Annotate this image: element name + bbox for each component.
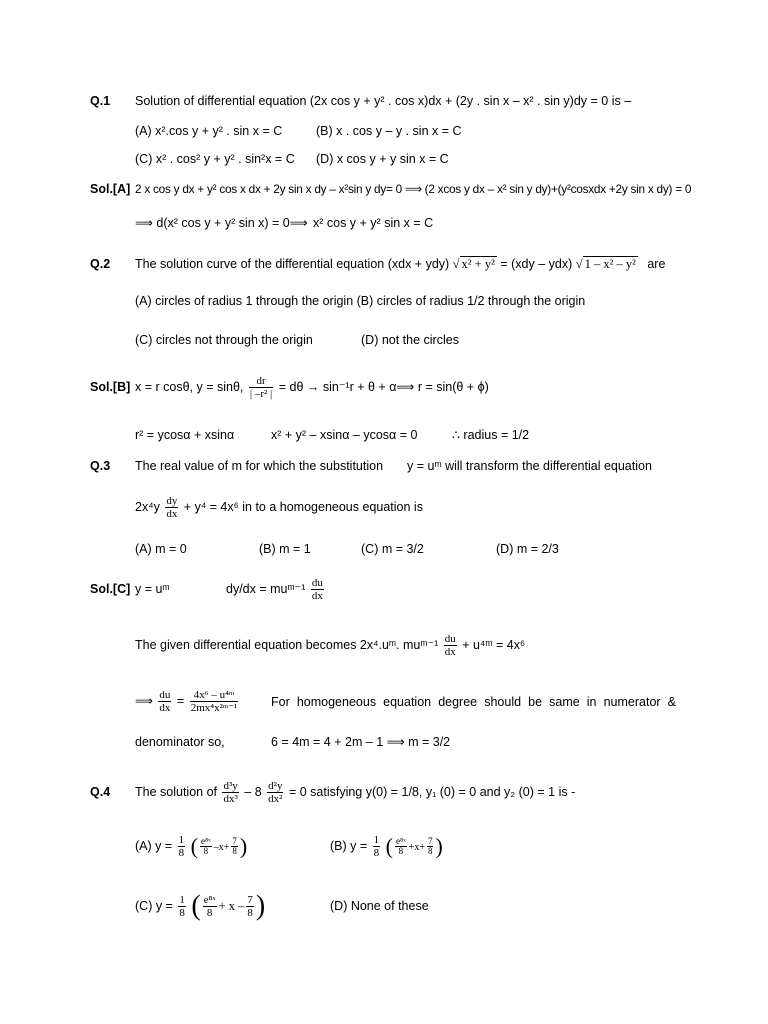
denominator: 8	[178, 847, 185, 860]
solution-label: Sol.[C]	[90, 582, 131, 596]
numerator: 7	[427, 836, 433, 847]
numerator: e⁸ˣ	[203, 894, 216, 907]
fraction	[267, 780, 283, 805]
denominator: dx²	[268, 793, 283, 806]
fraction	[203, 894, 217, 919]
option-c: (C) x² . cos² y + y² . sin²x = C	[135, 152, 295, 166]
solution-text: denominator so,	[135, 735, 225, 749]
option-b: (B) x . cos y – y . sin x = C	[316, 124, 462, 138]
solution-text: The given differential equation becomes 2x⁴.uᵐ. muᵐ⁻¹	[135, 638, 439, 652]
solution-label: Sol.[A]	[90, 182, 131, 196]
square-root-expression: √ 1 – x² – y²	[575, 257, 636, 271]
numerator: 1	[373, 834, 380, 847]
numerator: du	[311, 577, 323, 590]
fraction	[222, 780, 238, 805]
solution-line	[226, 574, 326, 604]
option-c	[135, 886, 265, 926]
option-label: (B) y =	[330, 839, 368, 853]
fraction	[190, 689, 239, 714]
numerator: e⁸ˣ	[200, 836, 211, 847]
right-paren: )	[435, 833, 443, 859]
stem-text: The solution curve of the differential equation (xdx + ydy)	[135, 257, 450, 271]
numerator: 7	[247, 894, 253, 907]
fraction	[178, 894, 186, 919]
option-d: (D) None of these	[330, 899, 429, 913]
solution-text: = dθ → sin⁻¹r + θ + α⟹ r = sin(θ + ϕ)	[278, 380, 489, 394]
fraction	[311, 577, 324, 602]
fraction	[200, 837, 212, 856]
solution-result: ∴ radius = 1/2	[452, 428, 530, 442]
question-equation	[135, 492, 423, 522]
denominator: dx³	[223, 793, 238, 806]
numerator: 7	[232, 836, 237, 847]
denominator: | –r² |	[249, 388, 273, 401]
fraction	[246, 894, 254, 919]
question-label: Q.4	[90, 785, 111, 799]
solution-line: r² = ycosα + xsinα	[135, 428, 235, 442]
fraction	[165, 495, 178, 520]
stem-text: = (xdy – ydx)	[500, 257, 573, 271]
solution-line	[135, 630, 525, 660]
fraction	[249, 375, 273, 400]
denominator: dx	[444, 646, 456, 659]
operator: + x –	[218, 899, 245, 913]
operator: +x+	[408, 842, 425, 853]
denominator: 8	[373, 847, 380, 860]
option-b	[330, 826, 443, 868]
numerator: e⁸ˣ	[395, 836, 406, 847]
stem-text: – 8	[244, 785, 262, 799]
numerator: 1	[179, 894, 185, 907]
solution-text: + u⁴ᵐ = 4x⁶	[462, 638, 526, 652]
denominator: dx	[166, 508, 178, 521]
fraction	[373, 834, 381, 859]
operator: –x+	[213, 842, 230, 853]
numerator: 1	[178, 834, 185, 847]
solution-line: 2 x cos y dx + y² cos x dx + 2y sin x dy – x²sin y dy= 0 ⟹ (2 xcos y dx – x² sin y dy)+(y²cosxdx +2y sin x dy) = 0	[135, 182, 692, 196]
denominator: 8	[179, 907, 185, 920]
option-a: (A) m = 0	[135, 542, 187, 556]
numerator: d³y	[223, 780, 238, 793]
equation-text: + y⁴ = 4x⁶ in to a homogeneous equation is	[183, 500, 423, 514]
numerator: dy	[166, 495, 178, 508]
left-paren: (	[191, 890, 201, 922]
solution-line: y = uᵐ	[135, 582, 170, 596]
option-d: (D) m = 2/3	[496, 542, 559, 556]
denominator: 8	[398, 846, 404, 857]
question-label: Q.1	[90, 94, 111, 108]
numerator: 4x⁶ – u⁴ᵐ	[190, 689, 239, 702]
denominator: 8	[232, 846, 237, 857]
option-a-b: (A) circles of radius 1 through the origin (B) circles of radius 1/2 through the origin	[135, 294, 586, 308]
question-label: Q.2	[90, 257, 111, 271]
solution-label: Sol.[B]	[90, 380, 131, 394]
question-stem: y = uᵐ will transform the differential equation	[407, 459, 652, 473]
numerator: dr	[249, 375, 273, 388]
right-paren: )	[255, 890, 266, 922]
numerator: du	[159, 689, 171, 702]
fraction	[444, 633, 457, 658]
question-label: Q.3	[90, 459, 111, 473]
question-stem: Solution of differential equation (2x cos y + y² . cos x)dx + (2y . sin x – x² . sin y)dy = 0 is –	[135, 94, 632, 108]
fraction	[178, 834, 186, 859]
equation-text: 2x⁴y	[135, 500, 160, 514]
denominator: 8	[427, 846, 433, 857]
solution-text: For homogeneous equation degree should be same in numerator &	[271, 695, 676, 709]
option-a: (A) x².cos y + y² . sin x = C	[135, 124, 283, 138]
denominator: 8	[206, 907, 213, 920]
solution-line: ⟹ d(x² cos y + y² sin x) = 0⟹	[135, 216, 308, 230]
radicand: 1 – x² – y²	[584, 257, 636, 271]
denominator: 8	[203, 846, 209, 857]
option-label: (C) y =	[135, 899, 173, 913]
solution-text: dy/dx = muᵐ⁻¹	[226, 582, 306, 596]
denominator: 2mx⁴x²ᵐ⁻¹	[190, 702, 238, 715]
denominator: 8	[247, 907, 253, 920]
right-paren: )	[239, 833, 248, 859]
numerator: d²y	[268, 780, 283, 793]
option-c: (C) m = 3/2	[361, 542, 424, 556]
numerator: du	[444, 633, 456, 646]
question-stem	[135, 256, 665, 272]
option-d: (D) not the circles	[361, 333, 459, 347]
radicand: x² + y²	[461, 257, 495, 271]
option-c: (C) circles not through the origin	[135, 333, 313, 347]
fraction	[395, 837, 407, 856]
denominator: dx	[159, 702, 171, 715]
fraction	[158, 689, 171, 714]
solution-result: x² cos y + y² sin x = C	[313, 216, 434, 230]
stem-text: = 0 satisfying y(0) = 1/8, y₁ (0) = 0 and y₂ (0) = 1 is -	[288, 785, 576, 799]
question-stem: The real value of m for which the substitution	[135, 459, 384, 473]
solution-text: x = r cosθ, y = sinθ,	[135, 380, 244, 394]
option-label: (A) y =	[135, 839, 173, 853]
left-paren: (	[385, 833, 393, 859]
solution-line: ⟹ $\frac{du}{dx}$ = $\frac{\text{4x⁶ – u⁴ᵐ}}{\text{2mx⁴x²ᵐ⁻¹}}$	[135, 689, 238, 715]
option-d: (D) x cos y + y sin x = C	[316, 152, 449, 166]
solution-line	[135, 372, 489, 402]
fraction	[427, 837, 434, 856]
option-a	[135, 826, 247, 868]
solution-result: 6 = 4m = 4 + 2m – 1 ⟹ m = 3/2	[271, 735, 451, 749]
fraction	[231, 837, 238, 856]
stem-text: are	[647, 257, 666, 271]
stem-text: The solution of	[135, 785, 217, 799]
denominator: dx	[311, 590, 323, 603]
square-root-expression: √ x² + y²	[452, 257, 495, 271]
left-paren: (	[190, 833, 198, 859]
question-stem	[135, 771, 575, 813]
solution-line: x² + y² – xsinα – ycosα = 0	[271, 428, 418, 442]
option-b: (B) m = 1	[259, 542, 311, 556]
implies-arrow: ⟹	[135, 694, 153, 708]
